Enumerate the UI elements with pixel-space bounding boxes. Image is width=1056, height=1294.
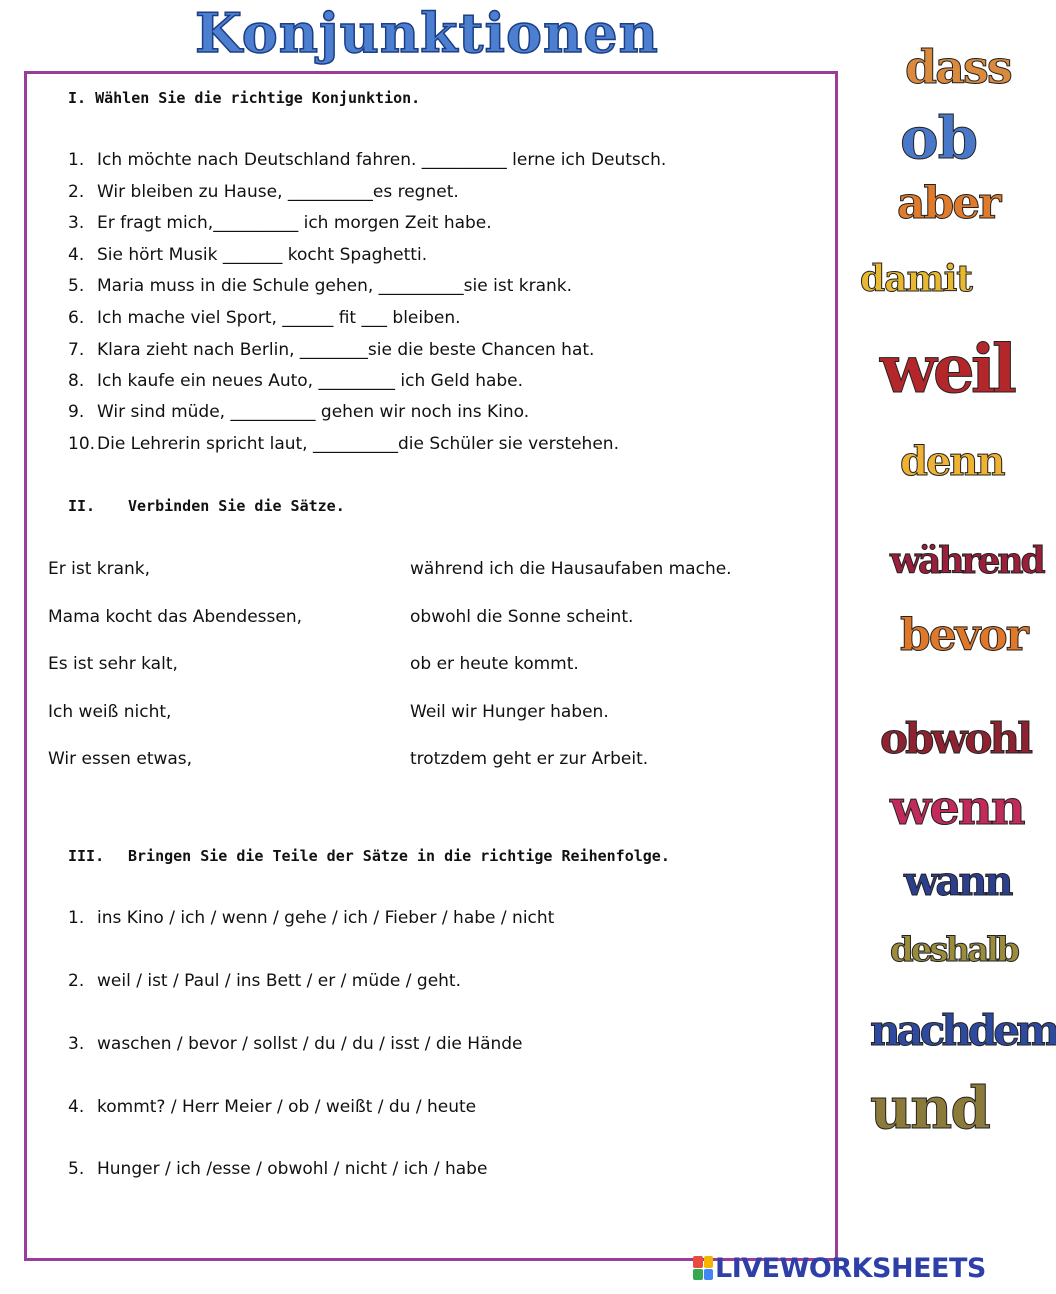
exercise-1-item (68, 434, 619, 454)
match-left-clause: Er ist krank, (48, 559, 151, 579)
match-right-clause: obwohl die Sonne scheint. (410, 607, 634, 627)
item-text: Maria muss in die Schule gehen, __________sie ist krank. (97, 276, 573, 296)
section-3-heading-text: Bringen Sie die Teile der Sätze in die richtige Reihenfolge. (128, 847, 670, 865)
exercise-1-item (68, 245, 427, 265)
word-bank-damit: damit (860, 258, 972, 300)
exercise-1-item (68, 182, 459, 202)
match-left-clause: Mama kocht das Abendessen, (48, 607, 303, 627)
word-bank-ob: ob (900, 104, 978, 172)
item-text: Die Lehrerin spricht laut, __________die Schüler sie verstehen. (97, 434, 619, 454)
item-number: 1. (68, 908, 85, 928)
word-bank-weil: weil (880, 330, 1013, 408)
item-text: Ich kaufe ein neues Auto, _________ ich Geld habe. (97, 371, 524, 391)
exercise-1-item (68, 276, 572, 296)
match-right-clause: Weil wir Hunger haben. (410, 702, 609, 722)
item-number: 10. (68, 434, 96, 454)
item-text: Wir bleiben zu Hause, __________es regnet. (97, 182, 459, 202)
item-number: 2. (68, 971, 85, 991)
word-bank-aber: aber (897, 178, 1000, 229)
match-left-clause: Ich weiß nicht, (48, 702, 172, 722)
item-text: Ich möchte nach Deutschland fahren. __________ lerne ich Deutsch. (97, 150, 667, 170)
word-bank-deshalb: deshalb (890, 930, 1017, 970)
exercise-1-item (68, 308, 461, 328)
item-number: 7. (68, 340, 85, 360)
item-text: Wir sind müde, __________ gehen wir noch ins Kino. (97, 402, 530, 422)
item-text: Er fragt mich,__________ ich morgen Zeit habe. (97, 213, 492, 233)
word-bank-denn: denn (900, 438, 1004, 485)
match-left-clause: Wir essen etwas, (48, 749, 193, 769)
match-left-clause: Es ist sehr kalt, (48, 654, 178, 674)
word-bank-dass: dass (905, 40, 1011, 94)
section-2-heading (68, 497, 345, 515)
exercise-3-item (68, 908, 554, 928)
exercise-1-item (68, 402, 529, 422)
logo-text: LIVEWORKSHEETS (715, 1252, 986, 1284)
word-bank-bevor: bevor (900, 610, 1027, 661)
item-text: weil / ist / Paul / ins Bett / er / müde / geht. (97, 971, 462, 991)
section-2-heading-text: Verbinden Sie die Sätze. (128, 497, 345, 515)
word-bank-wann: wann (904, 858, 1011, 905)
exercise-1-item (68, 371, 523, 391)
item-number: 8. (68, 371, 85, 391)
logo-mark-icon (693, 1256, 713, 1280)
word-bank-obwohl: obwohl (880, 714, 1031, 763)
item-number: 9. (68, 402, 85, 422)
match-right-clause: trotzdem geht er zur Arbeit. (410, 749, 649, 769)
section-2-heading-num: II. (68, 497, 96, 515)
exercise-3-item (68, 1159, 487, 1179)
match-right-clause: ob er heute kommt. (410, 654, 579, 674)
exercise-1-item (68, 213, 492, 233)
exercise-3-item (68, 971, 461, 991)
item-number: 5. (68, 1159, 85, 1179)
exercise-1-item (68, 340, 594, 360)
match-right-clause: während ich die Hausaufaben mache. (410, 559, 732, 579)
item-number: 6. (68, 308, 85, 328)
liveworksheets-logo (693, 1253, 986, 1283)
exercise-3-item (68, 1034, 523, 1054)
word-bank-und: und (870, 1074, 989, 1142)
item-text: Klara zieht nach Berlin, ________sie die beste Chancen hat. (97, 340, 595, 360)
exercise-1-item (68, 150, 666, 170)
section-3-heading-num: III. (68, 847, 105, 865)
item-number: 4. (68, 1097, 85, 1117)
item-text: kommt? / Herr Meier / ob / weißt / du / heute (97, 1097, 477, 1117)
item-number: 2. (68, 182, 85, 202)
item-text: waschen / bevor / sollst / du / du / isst / die Hände (97, 1034, 523, 1054)
item-number: 4. (68, 245, 85, 265)
section-3-heading (68, 847, 670, 865)
word-bank-während: während (890, 540, 1043, 582)
item-text: Hunger / ich /esse / obwohl / nicht / ich / habe (97, 1159, 488, 1179)
item-number: 3. (68, 213, 85, 233)
item-number: 1. (68, 150, 85, 170)
word-bank-nachdem: nachdem (870, 1006, 1056, 1055)
section-1-heading: I. Wählen Sie die richtige Konjunktion. (68, 89, 421, 107)
item-text: Sie hört Musik _______ kocht Spaghetti. (97, 245, 428, 265)
item-number: 3. (68, 1034, 85, 1054)
item-text: ins Kino / ich / wenn / gehe / ich / Fieber / habe / nicht (97, 908, 555, 928)
item-number: 5. (68, 276, 85, 296)
item-text: Ich mache viel Sport, ______ fit ___ bleiben. (97, 308, 461, 328)
word-bank-wenn: wenn (890, 780, 1024, 836)
exercise-3-item (68, 1097, 476, 1117)
worksheet-title: Konjunktionen (195, 1, 659, 65)
